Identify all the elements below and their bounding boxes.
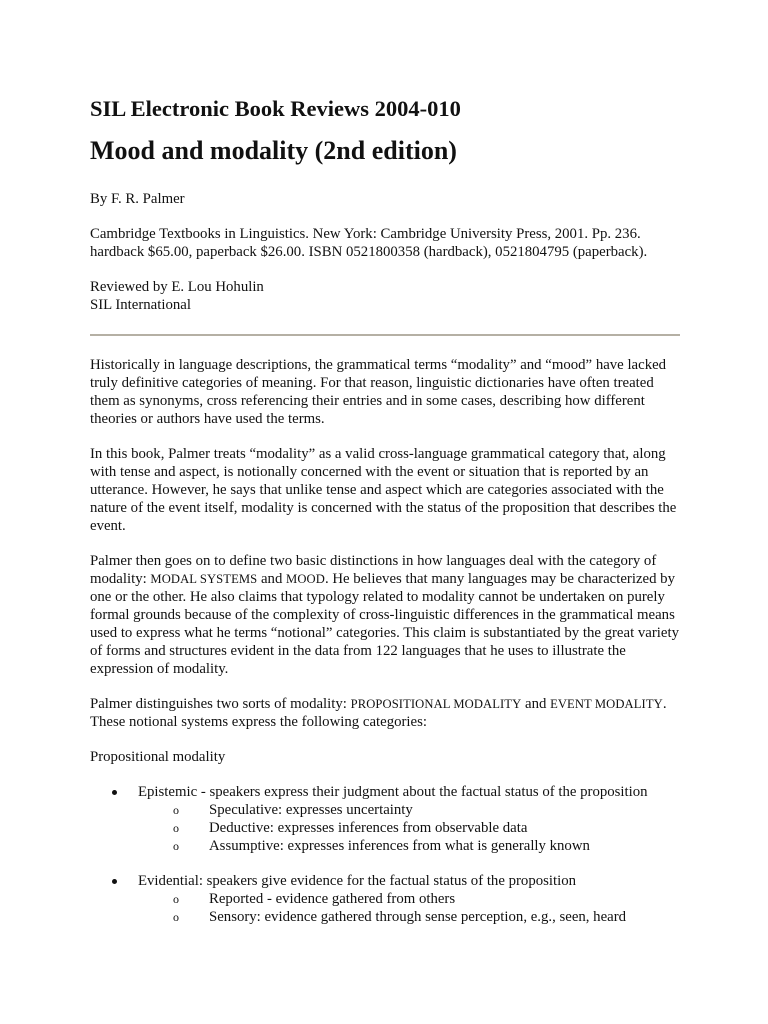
circle-bullet-icon: o — [173, 803, 179, 817]
sub-list-item — [173, 819, 680, 837]
section-heading: Propositional modality — [90, 749, 226, 765]
bullet-list — [90, 783, 680, 855]
divider — [90, 334, 680, 336]
publication-line: hardback $65.00, paperback $26.00. ISBN 0521800358 (hardback), 0521804795 (paperback). — [90, 244, 648, 260]
small-caps-term: MODAL SYSTEMS — [150, 572, 258, 586]
small-caps-term: EVENT MODALITY — [550, 697, 663, 711]
text-run: and — [257, 571, 287, 587]
reviewer-name: Reviewed by E. Lou Hohulin — [90, 279, 264, 295]
publication-line: Cambridge Textbooks in Linguistics. New York: Cambridge University Press, 2001. Pp. 236. — [90, 226, 641, 242]
list-item-label: Evidential: speakers give evidence for the factual status of the proposition — [138, 873, 577, 889]
text-run: Palmer distinguishes two sorts of modality: — [90, 696, 351, 712]
circle-bullet-icon: o — [173, 910, 179, 924]
paragraph — [90, 695, 680, 731]
paragraph: In this book, Palmer treats “modality” as a valid cross-language grammatical category that, along with tense and aspect, is notionally concerned with the event or situation that is reported by an utterance. However, he says that unlike tense and aspect which are categories associated with the nature of the event itself, modality is concerned with the status of the proposition that describes the event. — [90, 446, 677, 534]
sub-list-item-label: Sensory: evidence gathered through sense perception, e.g., seen, heard — [209, 909, 627, 925]
list-item — [110, 872, 680, 926]
reviewer-info — [90, 278, 680, 314]
publication-info — [90, 225, 680, 261]
sub-list-item — [173, 890, 680, 908]
list-item — [110, 783, 680, 855]
circle-bullet-icon: o — [173, 892, 179, 906]
page-title: Mood and modality (2nd edition) — [90, 136, 457, 165]
sub-list-item-label: Assumptive: expresses inferences from what is generally known — [209, 838, 590, 854]
circle-bullet-icon: o — [173, 839, 179, 853]
bullet-icon — [112, 879, 117, 884]
sub-list-item-label: Deductive: expresses inferences from observable data — [209, 820, 528, 836]
small-caps-term: MOOD — [286, 572, 325, 586]
reviewer-affiliation: SIL International — [90, 297, 191, 313]
circle-bullet-icon: o — [173, 821, 179, 835]
review-page — [90, 96, 680, 926]
small-caps-term: PROPOSITIONAL MODALITY — [350, 697, 522, 711]
sub-list-item — [173, 801, 680, 819]
paragraph: Historically in language descriptions, the grammatical terms “modality” and “mood” have lacked truly definitive categories of meaning. For that reason, linguistic dictionaries have often treated them as synonyms, cross referencing their entries and in some cases, describing how different theories or authors have used the terms. — [90, 357, 667, 427]
text-run: and — [521, 696, 551, 712]
bullet-icon — [112, 790, 117, 795]
text-run: . These notional systems express the following categories: — [90, 696, 667, 730]
sub-list — [138, 801, 680, 855]
text-run: Palmer then goes on to define two basic distinctions in how languages deal with the category of modality: — [90, 553, 657, 587]
sub-list-item-label: Reported - evidence gathered from others — [209, 891, 456, 907]
series-title: SIL Electronic Book Reviews 2004-010 — [90, 96, 461, 121]
sub-list — [138, 890, 680, 926]
list-item-label: Epistemic - speakers express their judgment about the factual status of the proposition — [138, 784, 648, 800]
sub-list-item — [173, 837, 680, 855]
paragraph — [90, 552, 680, 678]
sub-list-item — [173, 908, 680, 926]
author-line: By F. R. Palmer — [90, 191, 185, 207]
bullet-list — [90, 872, 680, 926]
text-run: . He believes that many languages may be characterized by one or the other. He also claims that typology related to modality cannot be undertaken on purely formal grounds because of the complexity of cross-linguistic differences in the grammatical means used to express what he terms “notional” categories. This claim is substantiated by the great variety of forms and structures evident in the data from 122 languages that he uses to illustrate the expression of modality. — [90, 571, 679, 677]
sub-list-item-label: Speculative: expresses uncertainty — [209, 802, 413, 818]
